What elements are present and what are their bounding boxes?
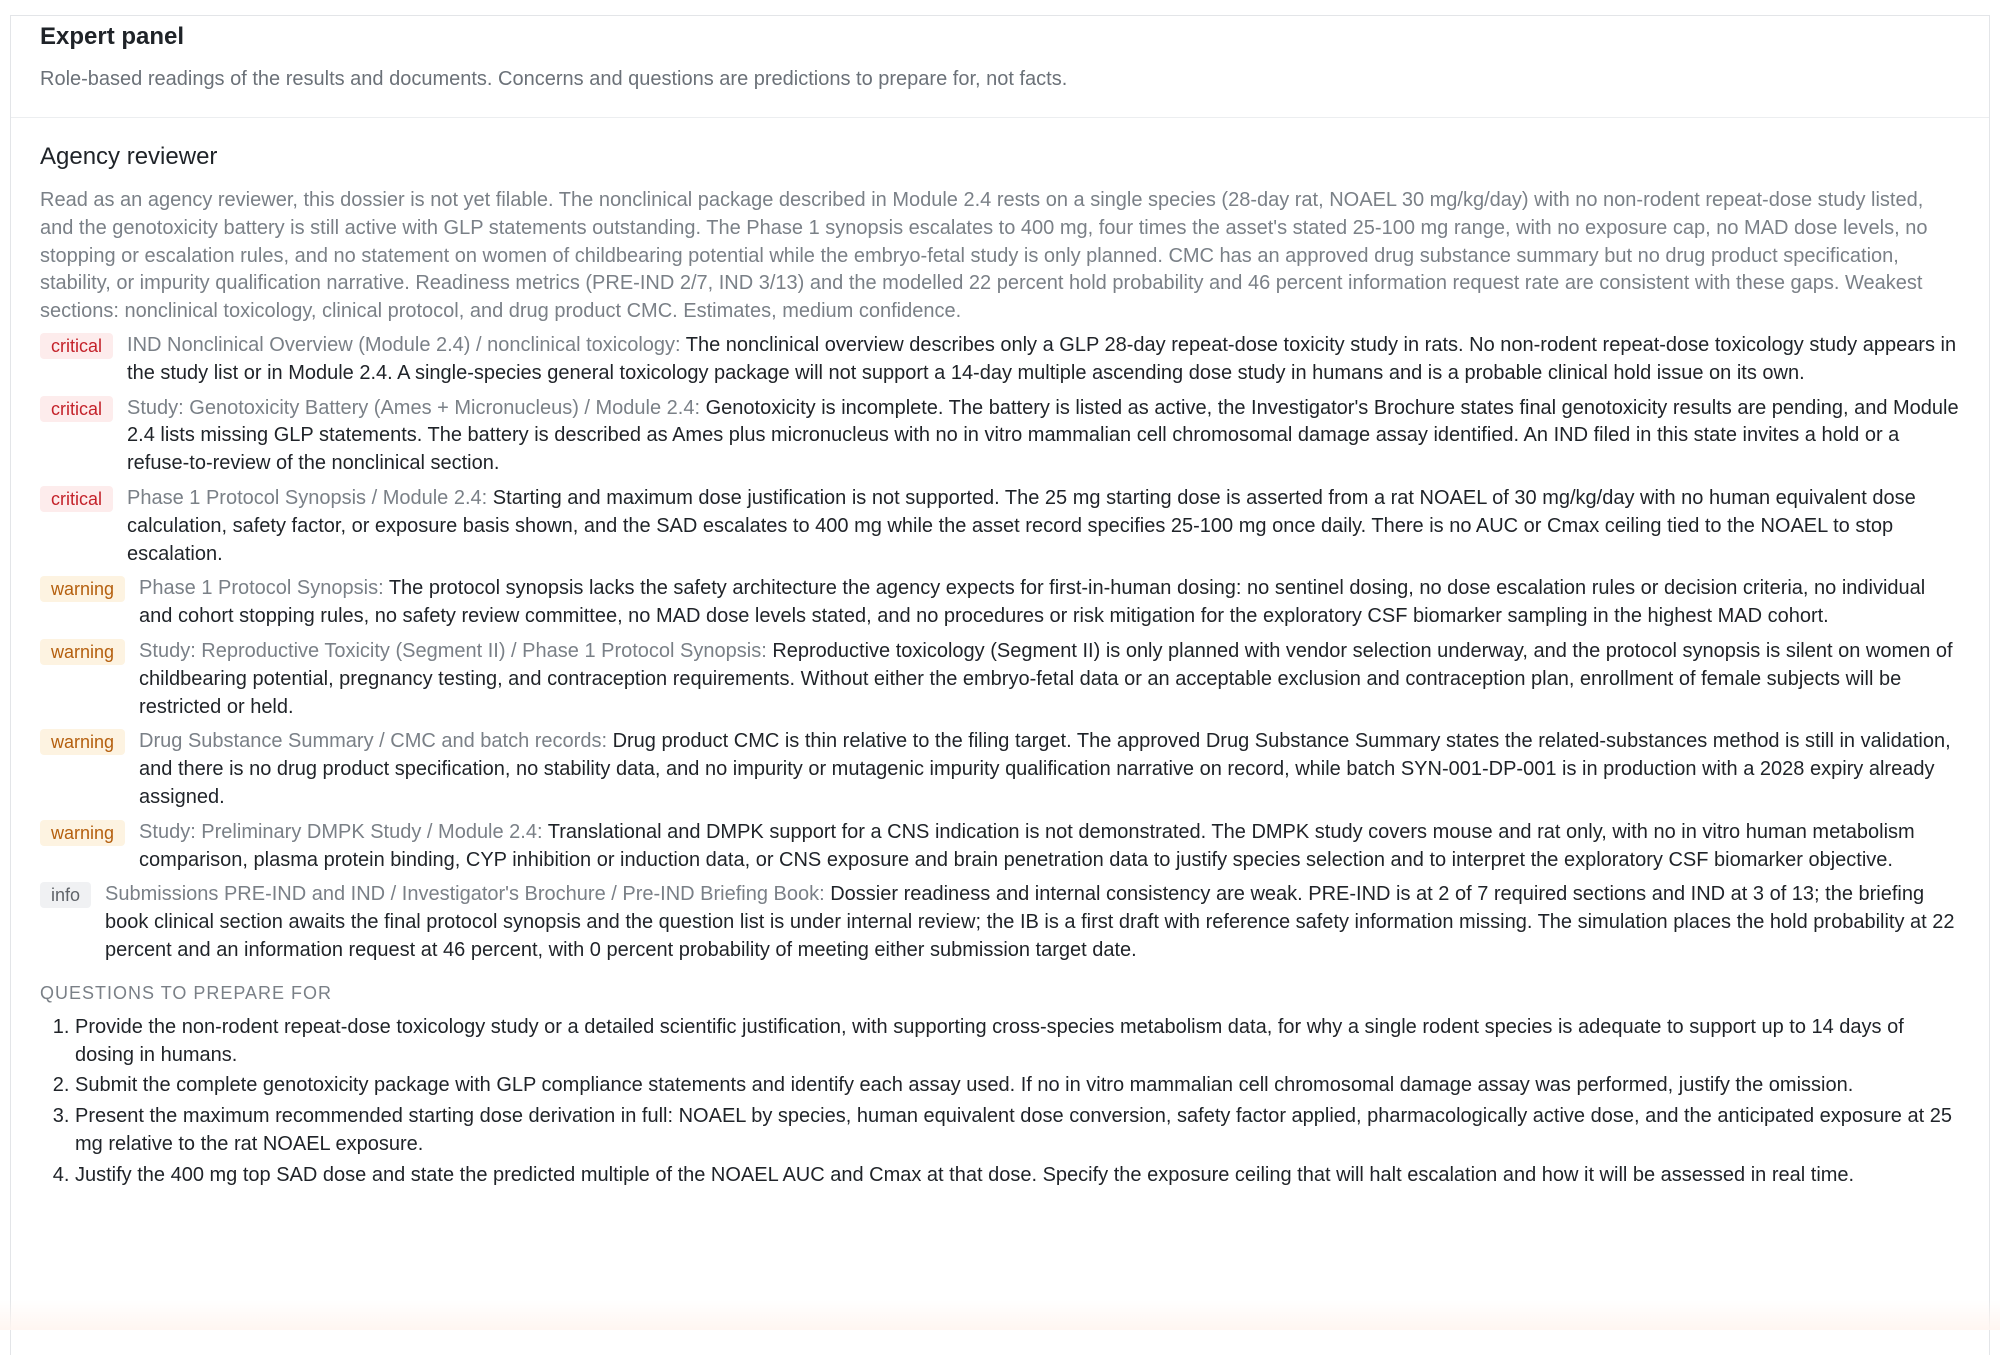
finding-source: Study: Genotoxicity Battery (Ames + Micronucleus) / Module 2.4:	[127, 397, 700, 419]
severity-badge: warning	[40, 576, 125, 602]
finding-body: Dossier readiness and internal consistency are weak. PRE-IND is at 2 of 7 required sections and IND at 3 of 13; the briefing book clinical section awaits the final protocol synopsis and the question list is under internal review; the IB is a first draft with reference safety information missing. The simulation places the hold probability at 22 percent and an information request at 46 percent, with 0 percent probability of meeting either submission target date.	[105, 883, 1954, 961]
questions-list	[40, 1014, 1959, 1190]
finding-body: Drug product CMC is thin relative to the filing target. The approved Drug Substance Summary states the related-substances method is still in validation, and there is no drug product specification, no stability data, and no impurity or mutagenic impurity qualification narrative on record, while batch SYN-001-DP-001 is in production with a 2028 expiry already assigned.	[139, 730, 1951, 808]
finding-body: Genotoxicity is incomplete. The battery is listed as active, the Investigator's Brochure states final genotoxicity results are pending, and Module 2.4 lists missing GLP statements. The battery is described as Ames plus micronucleus with no in vitro mammalian cell chromosomal damage assay identified. An IND filed in this state invites a hold or a refuse-to-review of the nonclinical section.	[127, 397, 1959, 475]
finding-item	[40, 881, 1959, 964]
findings-list	[40, 332, 1959, 965]
finding-source: IND Nonclinical Overview (Module 2.4) / nonclinical toxicology:	[127, 334, 681, 356]
severity-badge: warning	[40, 820, 125, 846]
severity-badge: critical	[40, 486, 113, 512]
finding-body: The nonclinical overview describes only a GLP 28-day repeat-dose toxicity study in rats. No non-rodent repeat-dose toxicology study appears in the study list or in Module 2.4. A single-species general toxicology package will not support a 14-day multiple ascending dose study in humans and is a probable clinical hold issue on its own.	[127, 334, 1956, 384]
severity-badge: info	[40, 882, 91, 908]
question-item: 3. Present the maximum recommended starting dose derivation in full: NOAEL by species, human equivalent dose conversion, safety factor applied, pharmacologically active dose, and the anticipated exposure at 25 mg relative to the rat NOAEL exposure.	[75, 1103, 1959, 1159]
severity-badge: warning	[40, 729, 125, 755]
finding-item	[40, 575, 1959, 631]
finding-item	[40, 485, 1959, 568]
finding-item	[40, 395, 1959, 478]
bottom-fade	[0, 1300, 2000, 1330]
severity-badge: critical	[40, 333, 113, 359]
section-title: Agency reviewer	[40, 143, 1959, 171]
finding-source: Phase 1 Protocol Synopsis / Module 2.4:	[127, 487, 487, 509]
finding-item	[40, 638, 1959, 721]
finding-source: Phase 1 Protocol Synopsis:	[139, 577, 384, 599]
severity-badge: critical	[40, 396, 113, 422]
finding-item	[40, 728, 1959, 811]
severity-badge: warning	[40, 639, 125, 665]
finding-text	[139, 575, 1959, 631]
finding-text	[127, 485, 1959, 568]
reviewer-summary: Read as an agency reviewer, this dossier is not yet filable. The nonclinical package described in Module 2.4 rests on a single species (28-day rat, NOAEL 30 mg/kg/day) with no non-rodent repeat-dose study listed, and the genotoxicity battery is still active with GLP statements outstanding. The Phase 1 synopsis escalates to 400 mg, four times the asset's stated 25-100 mg range, with no exposure cap, no MAD dose levels, no stopping or escalation rules, and no statement on women of childbearing potential while the embryo-fetal study is only planned. CMC has an approved drug substance summary but no drug product specification, stability, or impurity qualification narrative. Readiness metrics (PRE-IND 2/7, IND 3/13) and the modelled 22 percent hold probability and 46 percent information request rate are consistent with these gaps. Weakest sections: nonclinical toxicology, clinical protocol, and drug product CMC. Estimates, medium confidence.	[40, 187, 1959, 326]
question-item: 4. Justify the 400 mg top SAD dose and state the predicted multiple of the NOAEL AUC and Cmax at that dose. Specify the exposure ceiling that will halt escalation and how it will be assessed in real time.	[75, 1162, 1959, 1190]
finding-text	[105, 881, 1959, 964]
finding-body: Translational and DMPK support for a CNS indication is not demonstrated. The DMPK study covers mouse and rat only, with no in vitro human metabolism comparison, plasma protein binding, CYP inhibition or induction data, or CNS exposure and brain penetration data to justify species selection and to interpret the exploratory CSF biomarker objective.	[139, 821, 1915, 871]
question-item: 1. Provide the non-rodent repeat-dose toxicology study or a detailed scientific justification, with supporting cross-species metabolism data, for why a single rodent species is adequate to support up to 14 days of dosing in humans.	[75, 1014, 1959, 1070]
questions-heading: QUESTIONS TO PREPARE FOR	[40, 983, 1959, 1004]
finding-body: Reproductive toxicology (Segment II) is only planned with vendor selection underway, and the protocol synopsis is silent on women of childbearing potential, pregnancy testing, and contraception requirements. Without either the embryo-fetal data or an acceptable exclusion and contraception plan, enrollment of female subjects will be restricted or held.	[139, 640, 1953, 718]
expert-panel	[10, 15, 1990, 1355]
finding-text	[139, 728, 1959, 811]
finding-body: Starting and maximum dose justification is not supported. The 25 mg starting dose is asserted from a rat NOAEL of 30 mg/kg/day with no human equivalent dose calculation, safety factor, or exposure basis shown, and the SAD escalates to 400 mg while the asset record specifies 25-100 mg once daily. There is no AUC or Cmax ceiling tied to the NOAEL to stop escalation.	[127, 487, 1916, 565]
question-item: 2. Submit the complete genotoxicity package with GLP compliance statements and identify each assay used. If no in vitro mammalian cell chromosomal damage assay was performed, justify the omission.	[75, 1072, 1959, 1100]
finding-text	[139, 819, 1959, 875]
finding-text	[127, 332, 1959, 388]
finding-text	[139, 638, 1959, 721]
divider	[11, 117, 1989, 118]
finding-item	[40, 332, 1959, 388]
panel-title: Expert panel	[40, 23, 1959, 51]
finding-source: Drug Substance Summary / CMC and batch records:	[139, 730, 607, 752]
finding-text	[127, 395, 1959, 478]
finding-source: Study: Reproductive Toxicity (Segment II) / Phase 1 Protocol Synopsis:	[139, 640, 767, 662]
finding-source: Submissions PRE-IND and IND / Investigator's Brochure / Pre-IND Briefing Book:	[105, 883, 825, 905]
finding-source: Study: Preliminary DMPK Study / Module 2.4:	[139, 821, 543, 843]
finding-item	[40, 819, 1959, 875]
panel-subtitle: Role-based readings of the results and documents. Concerns and questions are predictions to prepare for, not facts.	[40, 67, 1959, 91]
finding-body: The protocol synopsis lacks the safety architecture the agency expects for first-in-human dosing: no sentinel dosing, no dose escalation rules or decision criteria, no individual and cohort stopping rules, no safety review committee, no MAD dose levels stated, and no procedures or risk mitigation for the exploratory CSF biomarker sampling in the highest MAD cohort.	[139, 577, 1925, 627]
